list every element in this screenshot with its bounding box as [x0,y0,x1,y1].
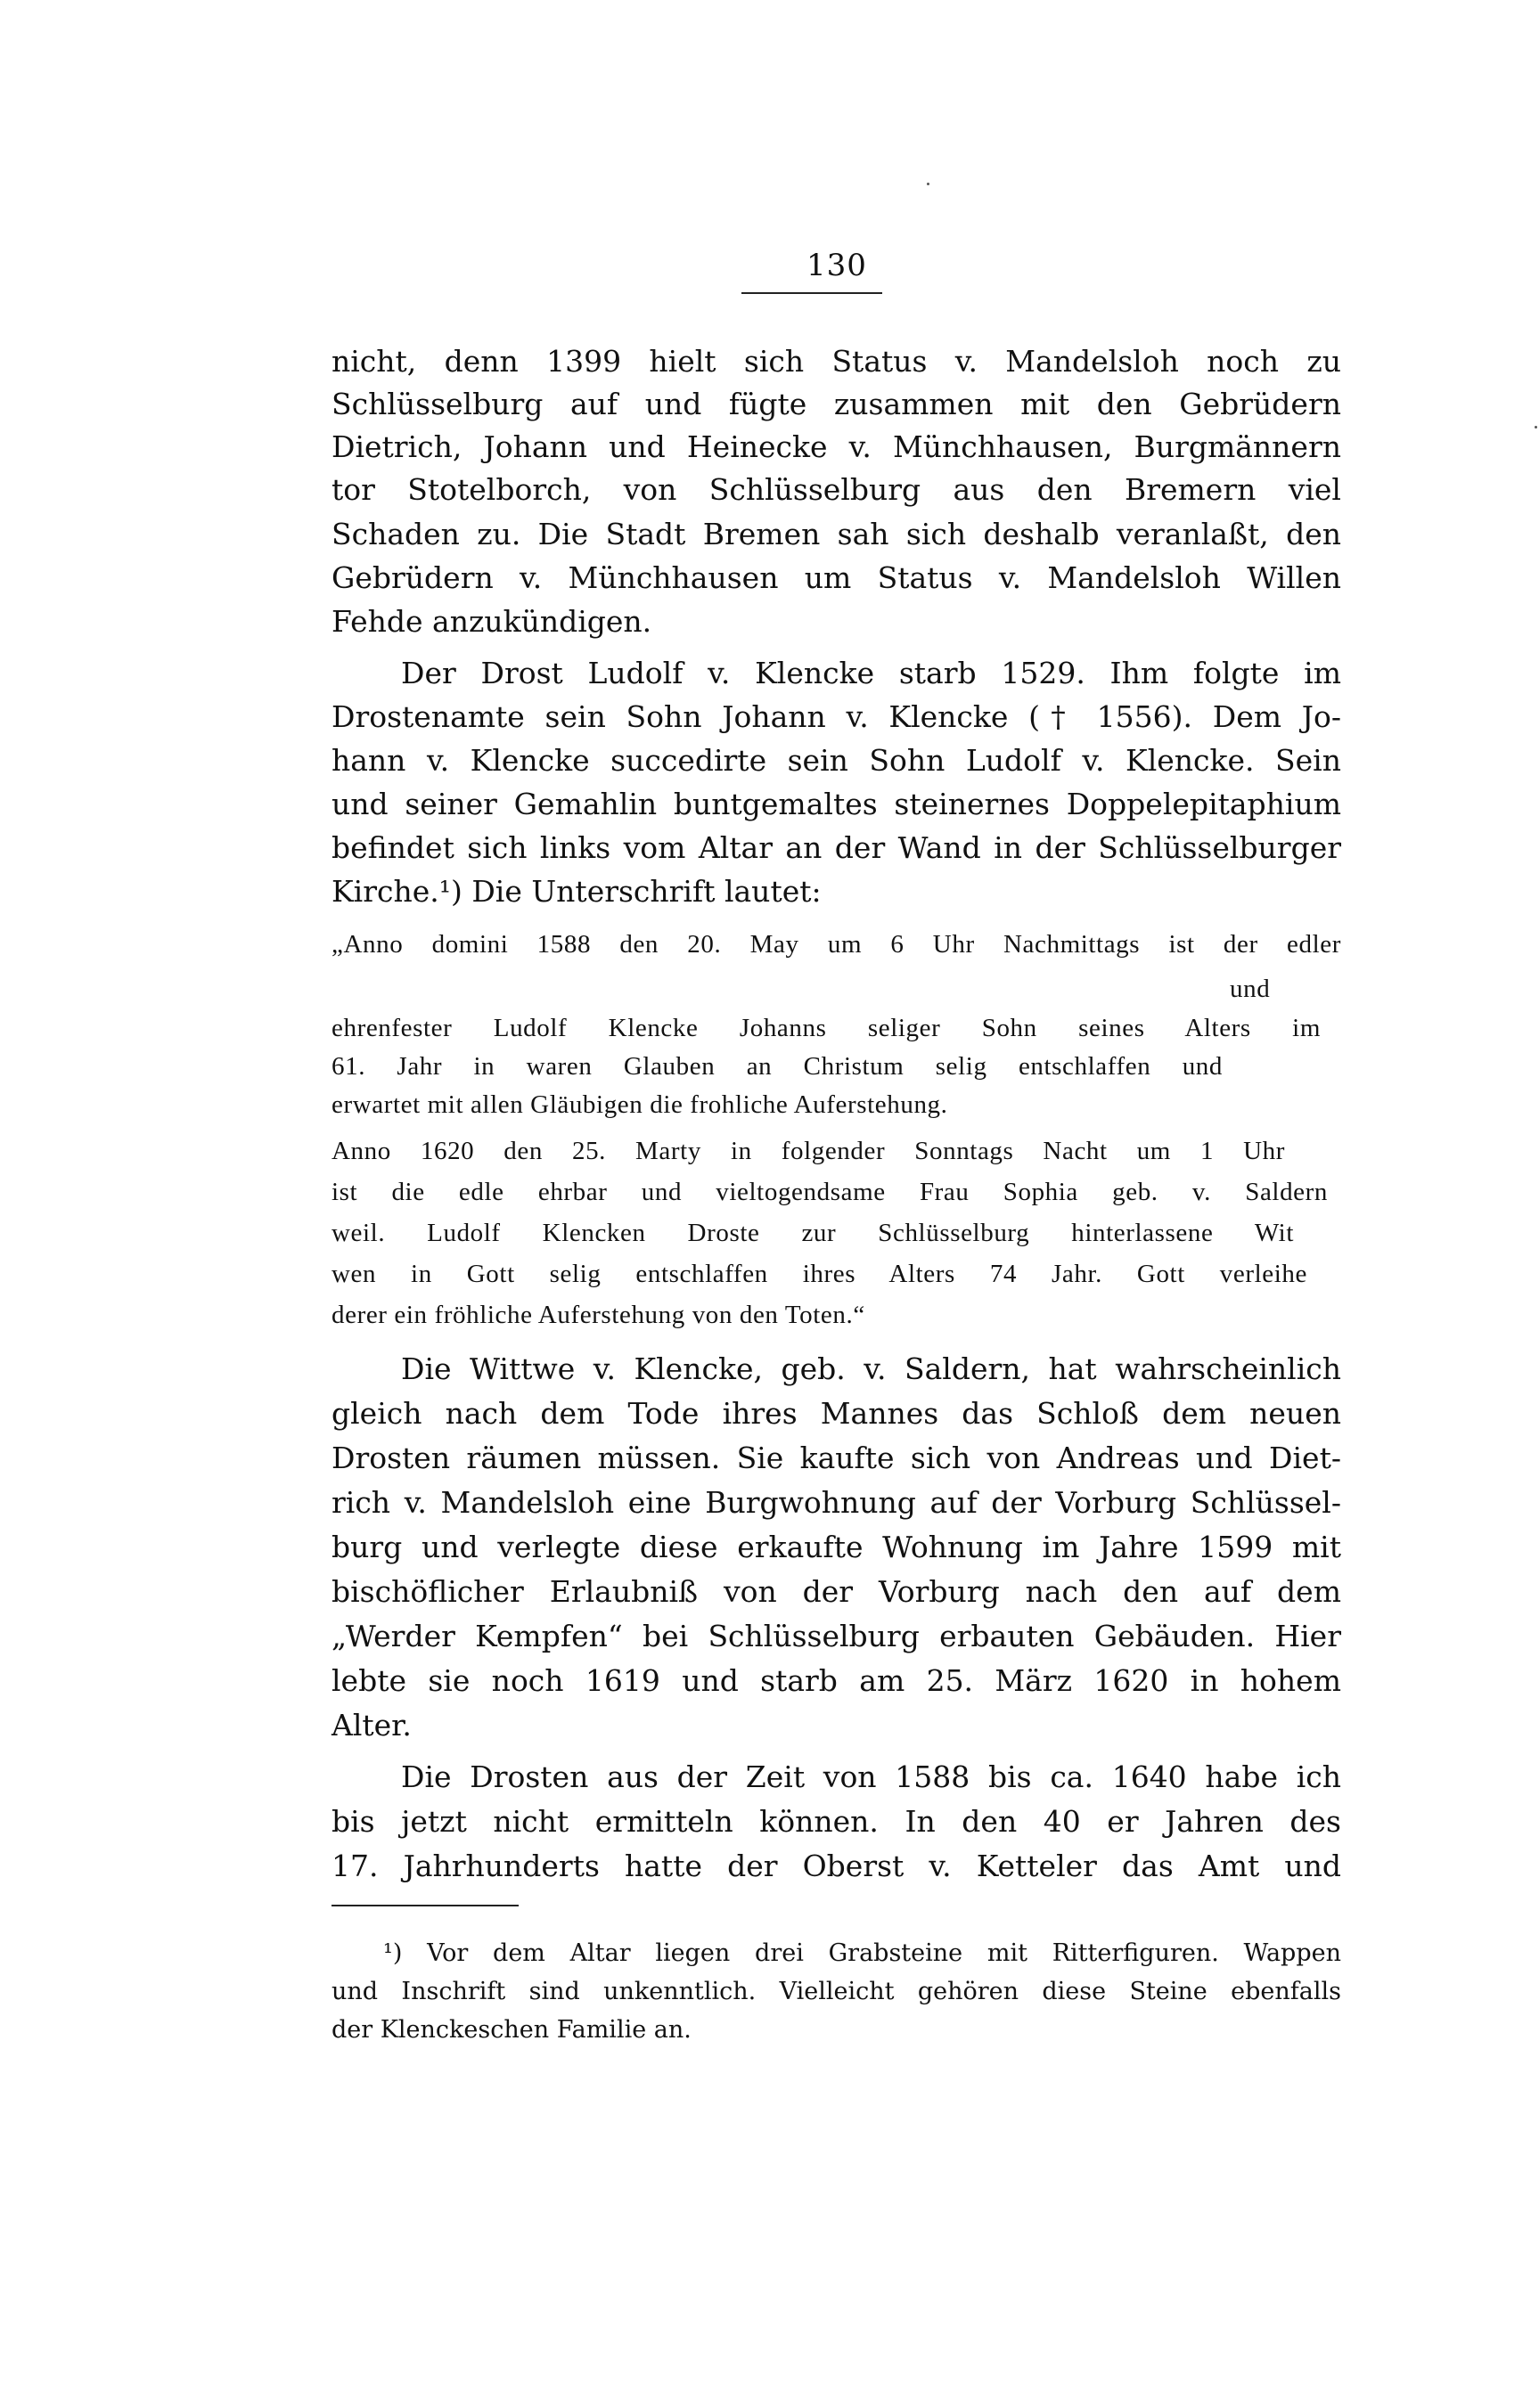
quote-line: 61. Jahr in waren Glauben an Christum selig entschlaffen und [332,1052,1223,1081]
text-line: rich v. Mandelsloh eine Burgwohnung auf der Vorburg Schlüssel- [332,1485,1341,1520]
text-line: und seiner Gemahlin buntgemaltes steinernes Doppelepitaphium [332,787,1341,821]
footnote-line: und Inschrift sind unkenntlich. Vielleicht gehören diese Steine ebenfalls [332,1978,1341,2005]
quote-line: und [1230,975,1271,1003]
quote-line: „Anno domini 1588 den 20. May um 6 Uhr Nachmittags ist der edler [332,930,1341,959]
text-line: befindet sich links vom Altar an der Wand in der Schlüsselburger [332,830,1341,865]
text-line: Fehde anzukündigen. [332,604,652,639]
quote-line: ehrenfester Ludolf Klencke Johanns seliger Sohn seines Alters im [332,1014,1321,1042]
text-line: Kirche.¹) Die Unterschrift lautet: [332,874,822,909]
text-line: Drosten räumen müssen. Sie kaufte sich von Andreas und Diet- [332,1441,1341,1475]
text-line: Drostenamte sein Sohn Johann v. Klencke († 1556). Dem Jo- [332,699,1341,734]
text-line: Schlüsselburg auf und fügte zusammen mit den Gebrüdern [332,387,1341,421]
quote-line: Anno 1620 den 25. Marty in folgender Sonntags Nacht um 1 Uhr [332,1137,1285,1165]
text-line: Schaden zu. Die Stadt Bremen sah sich deshalb veranlaßt, den [332,517,1341,551]
scan-speck [1535,426,1537,429]
quote-line: erwartet mit allen Gläubigen die frohliche Auferstehung. [332,1090,948,1119]
text-line: Dietrich, Johann und Heinecke v. Münchhausen, Burgmännern [332,429,1341,464]
text-line: tor Stotelborch, von Schlüsselburg aus den Bremern viel [332,472,1341,507]
page-number: 130 [806,248,867,283]
text-line: lebte sie noch 1619 und starb am 25. März 1620 in hohem [332,1663,1341,1698]
text-line: bischöflicher Erlaubniß von der Vorburg nach den auf dem [332,1574,1341,1609]
text-line: 17. Jahrhunderts hatte der Oberst v. Ketteler das Amt und [332,1849,1341,1883]
footnote-line: der Klenckeschen Familie an. [332,2016,692,2044]
text-line: gleich nach dem Tode ihres Mannes das Schloß dem neuen [332,1396,1341,1431]
text-line: bis jetzt nicht ermitteln können. In den 40 er Jahren des [332,1804,1341,1839]
text-line: Gebrüdern v. Münchhausen um Status v. Mandelsloh Willen [332,560,1341,595]
text-line: „Werder Kempfen“ bei Schlüsselburg erbauten Gebäuden. Hier [332,1619,1341,1653]
text-line: Die Wittwe v. Klencke, geb. v. Saldern, hat wahrscheinlich [401,1351,1341,1386]
footnote-line: ¹) Vor dem Altar liegen drei Grabsteine mit Ritterfiguren. Wappen [383,1939,1341,1967]
quote-line: derer ein fröhliche Auferstehung von den Toten.“ [332,1301,865,1329]
quote-line: ist die edle ehrbar und vieltogendsame Frau Sophia geb. v. Saldern [332,1178,1328,1206]
text-line: burg und verlegte diese erkaufte Wohnung im Jahre 1599 mit [332,1530,1341,1564]
text-line: Die Drosten aus der Zeit von 1588 bis ca. 1640 habe ich [401,1759,1341,1794]
quote-line: wen in Gott selig entschlaffen ihres Alters 74 Jahr. Gott verleihe [332,1260,1307,1288]
text-line: Alter. [332,1708,412,1743]
header-rule [741,292,882,294]
text-line: nicht, denn 1399 hielt sich Status v. Mandelsloh noch zu [332,344,1341,379]
quote-line: weil. Ludolf Klencken Droste zur Schlüsselburg hinterlassene Wit [332,1219,1294,1247]
text-line: Der Drost Ludolf v. Klencke starb 1529. Ihm folgte im [401,656,1341,690]
footnote-rule [332,1905,519,1906]
text-line: hann v. Klencke succedirte sein Sohn Ludolf v. Klencke. Sein [332,743,1341,778]
scan-speck [927,183,929,185]
